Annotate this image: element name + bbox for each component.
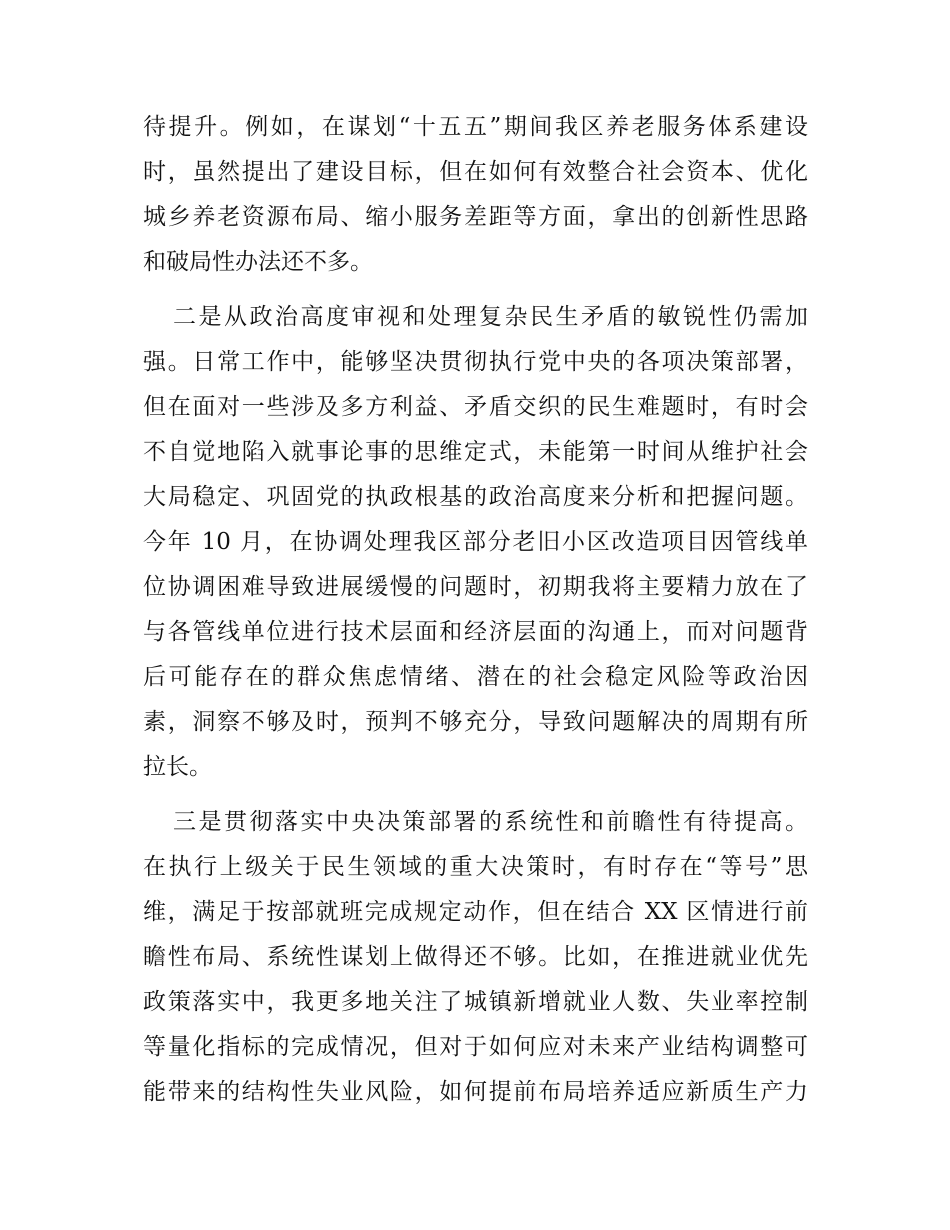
- text-line: 与各管线单位进行技术层面和经济层面的沟通上，而对问题背: [143, 619, 808, 645]
- text-line: 不自觉地陷入就事论事的思维定式，未能第一时间从维护社会: [143, 439, 808, 465]
- text-line: 拉长。: [143, 754, 212, 780]
- text-line: 和破局性办法还不多。: [143, 249, 373, 275]
- text-line: 二是从政治高度审视和处理复杂民生矛盾的敏锐性仍需加: [173, 304, 808, 330]
- text-line: 等量化指标的完成情况，但对于如何应对未来产业结构调整可: [143, 1034, 808, 1060]
- text-line: 位协调困难导致进展缓慢的问题时，初期我将主要精力放在了: [143, 574, 808, 600]
- text-line: 瞻性布局、系统性谋划上做得还不够。比如，在推进就业优先: [143, 944, 808, 970]
- text-line: 在执行上级关于民生领域的重大决策时，有时存在“等号”思: [143, 854, 808, 880]
- text-line: 政策落实中，我更多地关注了城镇新增就业人数、失业率控制: [143, 989, 808, 1015]
- text-line: 强。日常工作中，能够坚决贯彻执行党中央的各项决策部署，: [143, 349, 808, 375]
- text-line: 三是贯彻落实中央决策部署的系统性和前瞻性有待提高。: [173, 809, 808, 835]
- text-line: 时，虽然提出了建设目标，但在如何有效整合社会资本、优化: [143, 159, 808, 185]
- text-line: 维，满足于按部就班完成规定动作，但在结合 XX 区情进行前: [143, 899, 808, 925]
- text-line: 后可能存在的群众焦虑情绪、潜在的社会稳定风险等政治因: [143, 664, 808, 690]
- paragraph-1: [143, 105, 808, 285]
- text-line: 大局稳定、巩固党的执政根基的政治高度来分析和把握问题。: [143, 484, 808, 510]
- text-line: 素，洞察不够及时，预判不够充分，导致问题解决的周期有所: [143, 709, 808, 735]
- paragraph-2: [143, 295, 808, 790]
- text-line: 能带来的结构性失业风险，如何提前布局培养适应新质生产力: [143, 1079, 808, 1105]
- text-line: 今年 10 月，在协调处理我区部分老旧小区改造项目因管线单: [143, 529, 808, 555]
- text-line: 待提升。例如，在谋划“十五五”期间我区养老服务体系建设: [143, 114, 808, 140]
- paragraph-3: [143, 800, 808, 1115]
- text-line: 城乡养老资源布局、缩小服务差距等方面，拿出的创新性思路: [143, 204, 808, 230]
- text-line: 但在面对一些涉及多方利益、矛盾交织的民生难题时，有时会: [143, 394, 808, 420]
